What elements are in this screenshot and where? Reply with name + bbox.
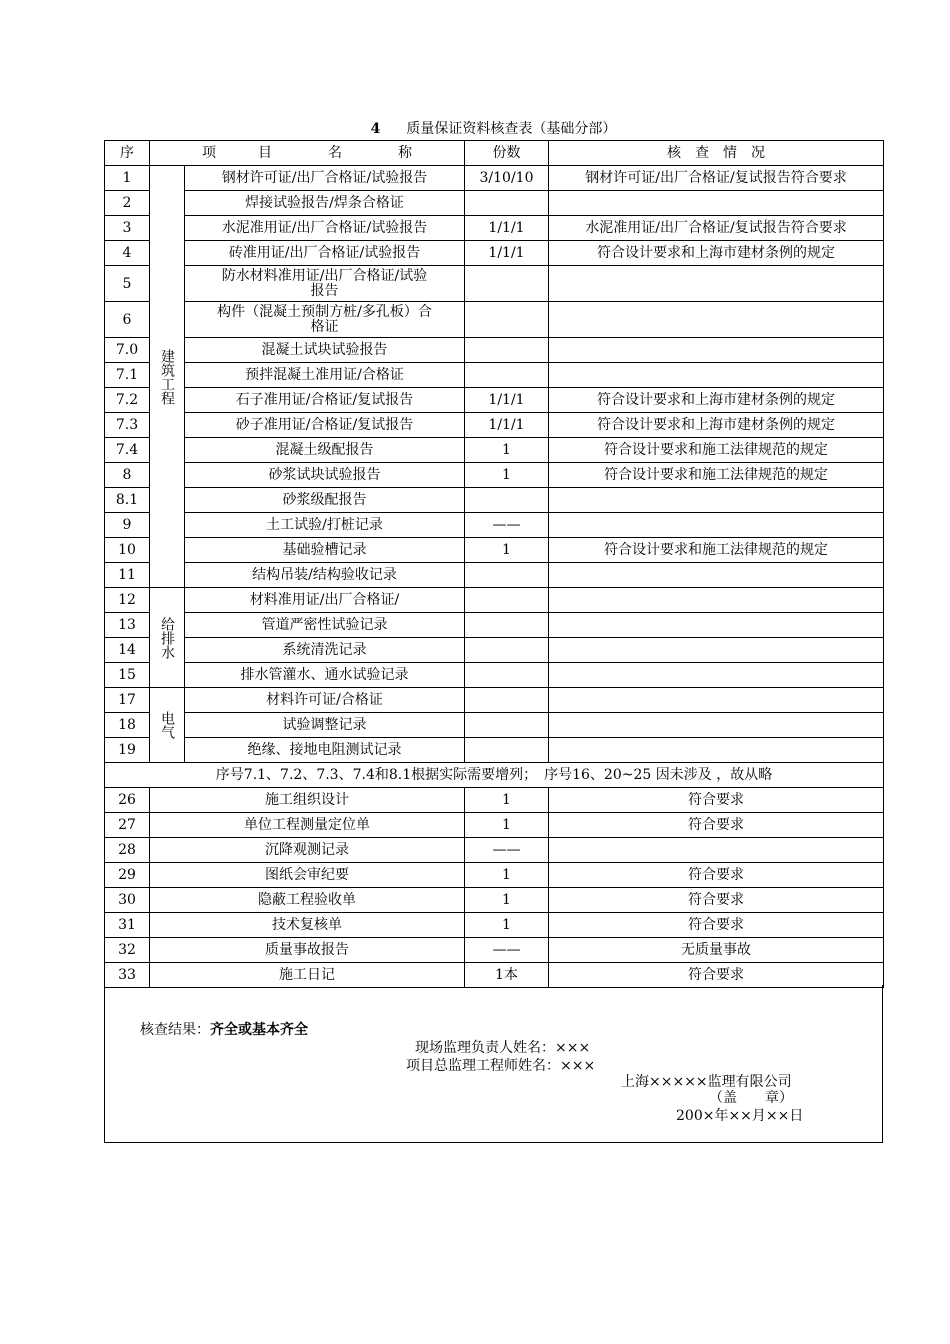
row-item: 系统清洗记录	[185, 638, 465, 663]
page-title	[104, 119, 883, 139]
row-count	[465, 713, 549, 738]
table-row	[105, 863, 884, 888]
row-item: 土工试验/打桩记录	[185, 513, 465, 538]
row-count: 1/1/1	[465, 241, 549, 266]
table-row	[105, 688, 884, 713]
row-item: 材料准用证/出厂合格证/	[185, 588, 465, 613]
row-check: 符合设计要求和上海市建材条例的规定	[549, 388, 884, 413]
row-seq: 19	[105, 738, 150, 763]
row-check	[549, 363, 884, 388]
row-count: 1/1/1	[465, 388, 549, 413]
table-row	[105, 538, 884, 563]
table-row	[105, 788, 884, 813]
row-count: 1	[465, 913, 549, 938]
row-item: 单位工程测量定位单	[150, 813, 465, 838]
header-check: 核 查 情 况	[549, 141, 884, 166]
row-item: 预拌混凝土准用证/合格证	[185, 363, 465, 388]
row-seq: 28	[105, 838, 150, 863]
row-check: 符合要求	[549, 913, 884, 938]
row-seq: 30	[105, 888, 150, 913]
row-item: 技术复核单	[150, 913, 465, 938]
row-count: 1	[465, 863, 549, 888]
row-count	[465, 191, 549, 216]
table-number: 4	[370, 121, 381, 137]
row-item-line: 构件（混凝土预制方桩/多孔板）合	[217, 303, 432, 320]
table-row	[105, 813, 884, 838]
table-row	[105, 266, 884, 302]
table-row	[105, 513, 884, 538]
row-seq: 6	[105, 302, 150, 338]
row-check: 符合设计要求和施工法律规范的规定	[549, 438, 884, 463]
table-row	[105, 363, 884, 388]
chief-engineer: 项目总监理工程师姓名：×××	[406, 1058, 596, 1074]
row-count	[465, 663, 549, 688]
table-title: 质量保证资料核查表（基础分部）	[406, 121, 617, 137]
row-count	[465, 302, 549, 338]
row-count: 1	[465, 538, 549, 563]
row-check: 钢材许可证/出厂合格证/复试报告符合要求	[549, 166, 884, 191]
row-item: 钢材许可证/出厂合格证/试验报告	[185, 166, 465, 191]
row-item: 水泥准用证/出厂合格证/试验报告	[185, 216, 465, 241]
row-count: ——	[465, 838, 549, 863]
row-item	[185, 302, 465, 338]
row-seq: 7.0	[105, 338, 150, 363]
company-name: 上海×××××监理有限公司	[621, 1074, 792, 1090]
row-seq: 10	[105, 538, 150, 563]
row-check: 符合设计要求和施工法律规范的规定	[549, 538, 884, 563]
row-check	[549, 513, 884, 538]
table-body	[105, 141, 884, 988]
row-item: 混凝土级配报告	[185, 438, 465, 463]
sign-date: 200×年××月××日	[676, 1108, 804, 1124]
row-item: 排水管灌水、通水试验记录	[185, 663, 465, 688]
group-building-label: 建筑工程	[150, 166, 185, 588]
row-item: 隐蔽工程验收单	[150, 888, 465, 913]
row-count: 1本	[465, 963, 549, 988]
row-item: 砖准用证/出厂合格证/试验报告	[185, 241, 465, 266]
row-seq: 32	[105, 938, 150, 963]
row-count: 1	[465, 788, 549, 813]
row-seq: 7.3	[105, 413, 150, 438]
row-check: 符合设计要求和上海市建材条例的规定	[549, 413, 884, 438]
row-seq: 9	[105, 513, 150, 538]
row-seq: 27	[105, 813, 150, 838]
row-seq: 5	[105, 266, 150, 302]
row-count	[465, 363, 549, 388]
row-check	[549, 338, 884, 363]
row-count	[465, 688, 549, 713]
inspection-table	[104, 140, 884, 988]
table-row	[105, 613, 884, 638]
row-seq: 29	[105, 863, 150, 888]
table-row	[105, 166, 884, 191]
row-seq: 2	[105, 191, 150, 216]
header-item: 项 目 名 称	[150, 141, 465, 166]
row-seq: 7.4	[105, 438, 150, 463]
row-check: 符合设计要求和施工法律规范的规定	[549, 463, 884, 488]
row-check	[549, 663, 884, 688]
row-item: 混凝土试块试验报告	[185, 338, 465, 363]
row-check	[549, 266, 884, 302]
row-item: 焊接试验报告/焊条合格证	[185, 191, 465, 216]
row-seq: 11	[105, 563, 150, 588]
row-item: 砂子准用证/合格证/复试报告	[185, 413, 465, 438]
table-row	[105, 588, 884, 613]
row-seq: 26	[105, 788, 150, 813]
row-count	[465, 266, 549, 302]
table-row	[105, 938, 884, 963]
row-check: 水泥准用证/出厂合格证/复试报告符合要求	[549, 216, 884, 241]
row-item: 试验调整记录	[185, 713, 465, 738]
row-seq: 12	[105, 588, 150, 613]
table-row	[105, 413, 884, 438]
row-seq: 17	[105, 688, 150, 713]
table-row	[105, 638, 884, 663]
row-check	[549, 838, 884, 863]
row-count	[465, 638, 549, 663]
row-item: 砂浆试块试验报告	[185, 463, 465, 488]
table-row	[105, 563, 884, 588]
row-count: 1	[465, 888, 549, 913]
row-item-line: 报告	[310, 282, 339, 299]
row-seq: 15	[105, 663, 150, 688]
row-count	[465, 738, 549, 763]
row-check	[549, 563, 884, 588]
table-row	[105, 302, 884, 338]
row-check: 符合要求	[549, 888, 884, 913]
row-check: 无质量事故	[549, 938, 884, 963]
row-count: ——	[465, 938, 549, 963]
row-seq: 8	[105, 463, 150, 488]
table-row	[105, 488, 884, 513]
footer-signature-box	[104, 985, 883, 1143]
row-item: 结构吊装/结构验收记录	[185, 563, 465, 588]
row-item: 砂浆级配报告	[185, 488, 465, 513]
row-item: 材料许可证/合格证	[185, 688, 465, 713]
table-row	[105, 963, 884, 988]
table-row	[105, 913, 884, 938]
table-row	[105, 463, 884, 488]
row-seq: 18	[105, 713, 150, 738]
table-header-row	[105, 141, 884, 166]
table-note: 序号7.1、7.2、7.3、7.4和8.1根据实际需要增列； 序号16、20~25 因未涉及 ，故从略	[105, 763, 884, 788]
row-check	[549, 302, 884, 338]
row-check	[549, 638, 884, 663]
row-check: 符合要求	[549, 788, 884, 813]
row-item-line: 防水材料准用证/出厂合格证/试验	[221, 267, 428, 284]
row-item-line: 格证	[310, 318, 339, 335]
row-item: 施工组织设计	[150, 788, 465, 813]
table-note-row	[105, 763, 884, 788]
header-seq: 序	[105, 141, 150, 166]
row-count	[465, 488, 549, 513]
row-count: 1/1/1	[465, 216, 549, 241]
group-electric-label: 电气	[150, 688, 185, 763]
row-seq: 4	[105, 241, 150, 266]
row-check	[549, 738, 884, 763]
row-check	[549, 613, 884, 638]
row-count: ——	[465, 513, 549, 538]
row-count	[465, 613, 549, 638]
table-row	[105, 838, 884, 863]
table-row	[105, 388, 884, 413]
row-count: 1	[465, 438, 549, 463]
table-row	[105, 888, 884, 913]
row-seq: 7.2	[105, 388, 150, 413]
table-row	[105, 663, 884, 688]
row-check	[549, 713, 884, 738]
row-check	[549, 688, 884, 713]
row-count	[465, 588, 549, 613]
row-check: 符合要求	[549, 863, 884, 888]
table-row	[105, 191, 884, 216]
row-count	[465, 338, 549, 363]
row-seq: 8.1	[105, 488, 150, 513]
row-item: 基础验槽记录	[185, 538, 465, 563]
header-count: 份数	[465, 141, 549, 166]
table-row	[105, 738, 884, 763]
row-seq: 33	[105, 963, 150, 988]
row-item: 石子准用证/合格证/复试报告	[185, 388, 465, 413]
row-count: 1	[465, 813, 549, 838]
result-line	[140, 1019, 308, 1039]
row-seq: 14	[105, 638, 150, 663]
table-row	[105, 241, 884, 266]
row-item: 质量事故报告	[150, 938, 465, 963]
row-count: 1	[465, 463, 549, 488]
site-supervisor: 现场监理负责人姓名：×××	[415, 1040, 591, 1056]
table-row	[105, 713, 884, 738]
row-check: 符合要求	[549, 963, 884, 988]
row-item: 施工日记	[150, 963, 465, 988]
row-seq: 13	[105, 613, 150, 638]
row-check	[549, 488, 884, 513]
row-count: 3/10/10	[465, 166, 549, 191]
row-item: 沉降观测记录	[150, 838, 465, 863]
row-item: 绝缘、接地电阻测试记录	[185, 738, 465, 763]
row-seq: 3	[105, 216, 150, 241]
table-row	[105, 338, 884, 363]
row-check	[549, 588, 884, 613]
row-count	[465, 563, 549, 588]
table-row	[105, 216, 884, 241]
row-seq: 7.1	[105, 363, 150, 388]
seal-placeholder: （盖 章）	[709, 1090, 793, 1106]
table-row	[105, 438, 884, 463]
row-check: 符合要求	[549, 813, 884, 838]
row-item: 管道严密性试验记录	[185, 613, 465, 638]
row-seq: 1	[105, 166, 150, 191]
result-value: 齐全或基本齐全	[210, 1022, 308, 1038]
row-count: 1/1/1	[465, 413, 549, 438]
group-water-label: 给排水	[150, 588, 185, 688]
result-label: 核查结果：	[140, 1022, 210, 1038]
row-item	[185, 266, 465, 302]
row-item: 图纸会审纪要	[150, 863, 465, 888]
row-check: 符合设计要求和上海市建材条例的规定	[549, 241, 884, 266]
row-check	[549, 191, 884, 216]
row-seq: 31	[105, 913, 150, 938]
